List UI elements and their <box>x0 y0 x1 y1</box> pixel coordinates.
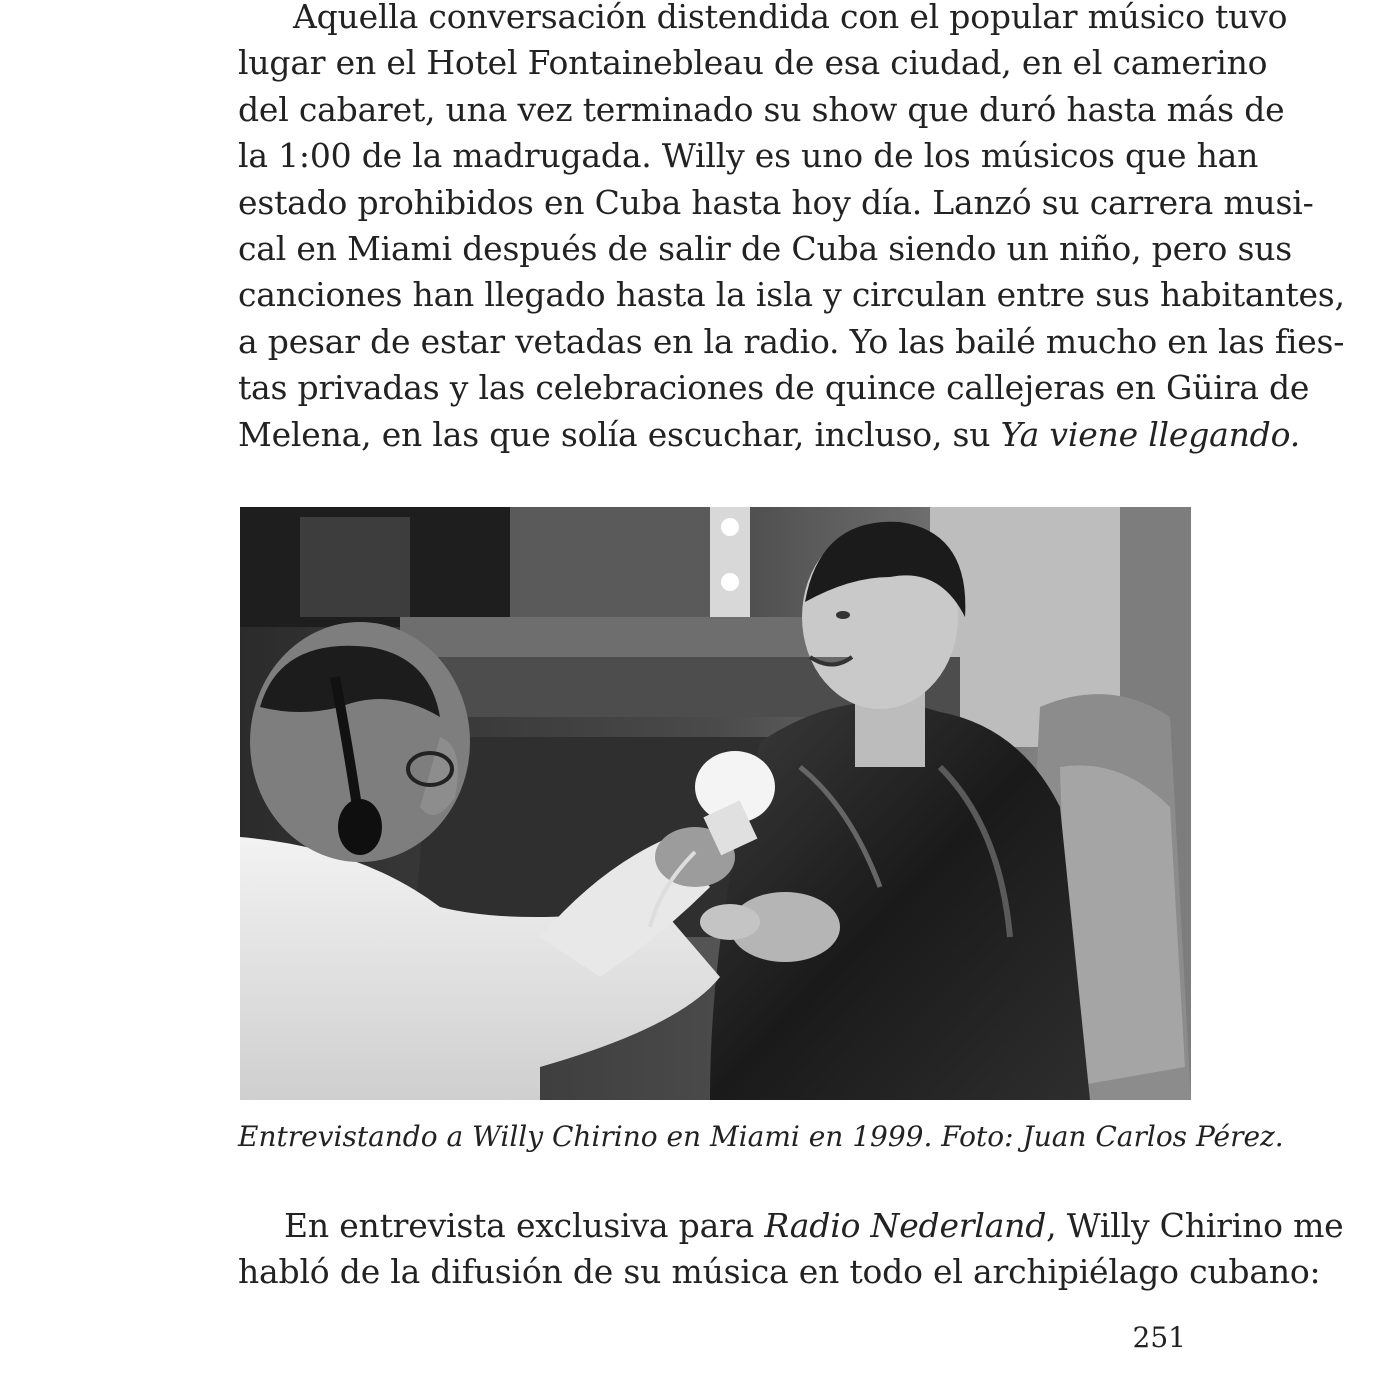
paragraph-line: la 1:00 de la madrugada. Willy es uno de los músicos que han <box>238 136 1259 176</box>
line-suffix: , Willy Chirino me <box>1046 1206 1344 1245</box>
radio-name: Radio Nederland <box>764 1206 1047 1245</box>
paragraph-line: habló de la difusión de su música en todo el archipiélago cubano: <box>238 1252 1321 1292</box>
paragraph-line: canciones han llegado hasta la isla y circulan entre sus habitantes, <box>238 275 1345 315</box>
paragraph-line: a pesar de estar vetadas en la radio. Yo las bailé mucho en las fies- <box>238 321 1345 361</box>
interview-photo <box>240 507 1191 1100</box>
paragraph-line: tas privadas y las celebraciones de quince callejeras en Güira de <box>238 368 1310 408</box>
song-title: Ya viene llegando. <box>1000 414 1300 454</box>
paragraph-line: cal en Miami después de salir de Cuba siendo un niño, pero sus <box>238 228 1292 268</box>
paragraph-line <box>238 1203 1344 1249</box>
paragraph-2 <box>238 1203 1344 1296</box>
photo-caption: Entrevistando a Willy Chirino en Miami en 1999. Foto: Juan Carlos Pérez. <box>238 1120 1284 1153</box>
paragraph-1 <box>238 0 1345 458</box>
line-prefix: En entrevista exclusiva para <box>284 1206 765 1245</box>
paragraph-line: Aquella conversación distendida con el popular músico tuvo <box>293 0 1288 36</box>
page-number: 251 <box>1132 1321 1186 1354</box>
paragraph-line: estado prohibidos en Cuba hasta hoy día. Lanzó su carrera musi- <box>238 182 1314 222</box>
paragraph-line: del cabaret, una vez terminado su show que duró hasta más de <box>238 89 1285 129</box>
photo-illustration <box>240 507 1191 1100</box>
paragraph-line: lugar en el Hotel Fontainebleau de esa ciudad, en el camerino <box>238 43 1268 83</box>
last-line-text: Melena, en las que solía escuchar, incluso, su <box>238 414 1001 454</box>
paragraph-last-line <box>238 412 1300 458</box>
